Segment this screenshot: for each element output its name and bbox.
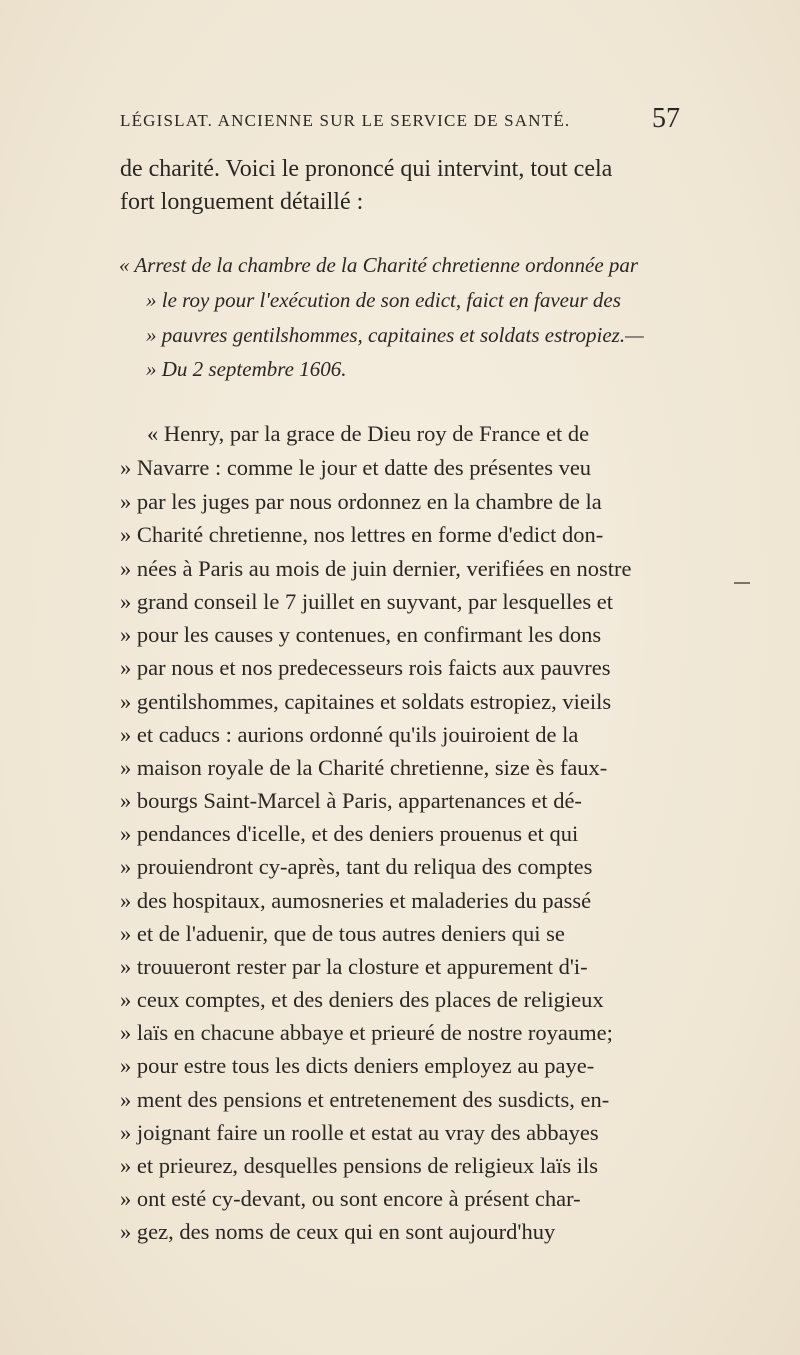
quote-line: » prouiendront cy-après, tant du reliqua des comptes [120, 854, 593, 879]
running-head: LÉGISLAT. ANCIENNE SUR LE SERVICE DE SANTÉ. [120, 111, 571, 130]
quote-line: » gentilshommes, capitaines et soldats estropiez, vieils [120, 689, 612, 714]
page-header [120, 103, 680, 139]
quote-line: » et caducs : aurions ordonné qu'ils jouiroient de la [120, 722, 579, 747]
decree-title-line: » le roy pour l'exécution de son edict, faict en faveur des [146, 288, 621, 312]
quote-line: » joignant faire un roolle et estat au vray des abbayes [120, 1120, 599, 1145]
intro-line: de charité. Voici le prononcé qui intervint, tout cela [120, 156, 613, 182]
quote-line: « Henry, par la grace de Dieu roy de France et de [147, 421, 590, 446]
decree-title-line: » Du 2 septembre 1606. [146, 357, 347, 381]
quote-line: » des hospitaux, aumosneries et maladeries du passé [120, 888, 592, 913]
quote-line: » gez, des noms de ceux qui en sont aujourd'huy [120, 1219, 556, 1244]
decree-title-line: « Arrest de la chambre de la Charité chretienne ordonnée par [119, 253, 639, 277]
quote-line: » bourgs Saint-Marcel à Paris, appartenances et dé- [120, 788, 582, 813]
quote-line: » pour estre tous les dicts deniers employez au paye- [120, 1053, 595, 1078]
quote-line: » Navarre : comme le jour et datte des présentes veu [120, 455, 592, 480]
quote-line: » ceux comptes, et des deniers des places de religieux [120, 987, 604, 1012]
quote-line: » Charité chretienne, nos lettres en forme d'edict don- [120, 522, 604, 547]
quote-line: » et prieurez, desquelles pensions de religieux laïs ils [120, 1153, 598, 1178]
quote-line: » maison royale de la Charité chretienne, size ès faux- [120, 755, 608, 780]
margin-mark [734, 582, 750, 584]
intro-line: fort longuement détaillé : [120, 189, 364, 215]
quote-line: » pendances d'icelle, et des deniers prouenus et qui [120, 821, 579, 846]
decree-title-line: » pauvres gentilshommes, capitaines et soldats estropiez.— [146, 323, 644, 347]
quote-line: » trouueront rester par la closture et appurement d'i- [120, 954, 588, 979]
quote-line: » nées à Paris au mois de juin dernier, verifiées en nostre [120, 556, 632, 581]
quote-line: » laïs en chacune abbaye et prieuré de nostre royaume; [120, 1020, 613, 1045]
quote-line: » ont esté cy-devant, ou sont encore à présent char- [120, 1186, 581, 1211]
quote-line: » par les juges par nous ordonnez en la chambre de la [120, 489, 602, 514]
quote-line: » pour les causes y contenues, en confirmant les dons [120, 622, 602, 647]
page-number: 57 [652, 103, 680, 134]
quote-line: » grand conseil le 7 juillet en suyvant, par lesquelles et [120, 589, 613, 614]
quote-line: » par nous et nos predecesseurs rois faicts aux pauvres [120, 655, 611, 680]
quote-line: » et de l'aduenir, que de tous autres deniers qui se [120, 921, 565, 946]
quote-line: » ment des pensions et entretenement des susdicts, en- [120, 1087, 610, 1112]
